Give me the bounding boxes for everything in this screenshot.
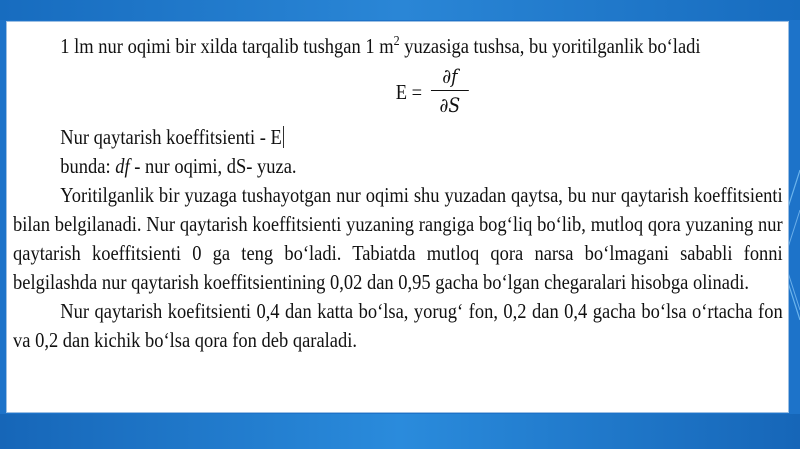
- formula-numerator: ∂f: [442, 64, 458, 88]
- text-cursor: [283, 126, 284, 148]
- fraction-bar: [431, 90, 469, 91]
- slide-background-top: [0, 0, 800, 20]
- document-text: [13, 32, 783, 355]
- formula-lhs: E =: [395, 80, 423, 104]
- paragraph-background-types: Nur qaytarish koefitsienti 0,4 dan katta bo‘lsa, yorug‘ fon, 0,2 dan 0,4 gacha bo‘lsa o‘rtacha fon va 0,2 dan kichik bo‘lsa qora fon deb qaraladi.: [13, 299, 783, 352]
- slide-background-bottom: [0, 414, 800, 449]
- illuminance-formula: [13, 61, 783, 123]
- intro-paragraph: 1 lm nur oqimi bir xilda tarqalib tushgan 1 $m^2$ yuzasiga tushsa, bu yoritilganlik bo‘ladi: [60, 34, 701, 58]
- paragraph-reflectance: Yoritilganlik bir yuzaga tushayotgan nur oqimi shu yuzadan qaytsa, bu nur qaytarish koeffitsienti bilan belgilanadi. Nur qaytarish koeffitsienti yuzaning rangiga bog‘liq bo‘lib, mutloq qora yuzaning nur qaytarish koeffitsienti 0 ga teng bo‘ladi. Tabiatda mutloq qora narsa bo‘lmagani sababli fonni belgilashda nur qaytarish koeffitsientining 0,02 dan 0,95 gacha bo‘lgan chegaralari hisobga olinadi.: [13, 183, 783, 294]
- bunda-line: bunda: df - nur oqimi, dS- yuza.: [60, 154, 297, 178]
- reflectance-line: Nur qaytarish koeffitsienti - E: [60, 125, 282, 149]
- document-page: [6, 21, 789, 413]
- formula-denominator: ∂S: [439, 93, 461, 117]
- flux-symbol: df: [115, 154, 130, 178]
- superscript-2: 2: [393, 34, 400, 49]
- formula-fraction: [431, 65, 469, 116]
